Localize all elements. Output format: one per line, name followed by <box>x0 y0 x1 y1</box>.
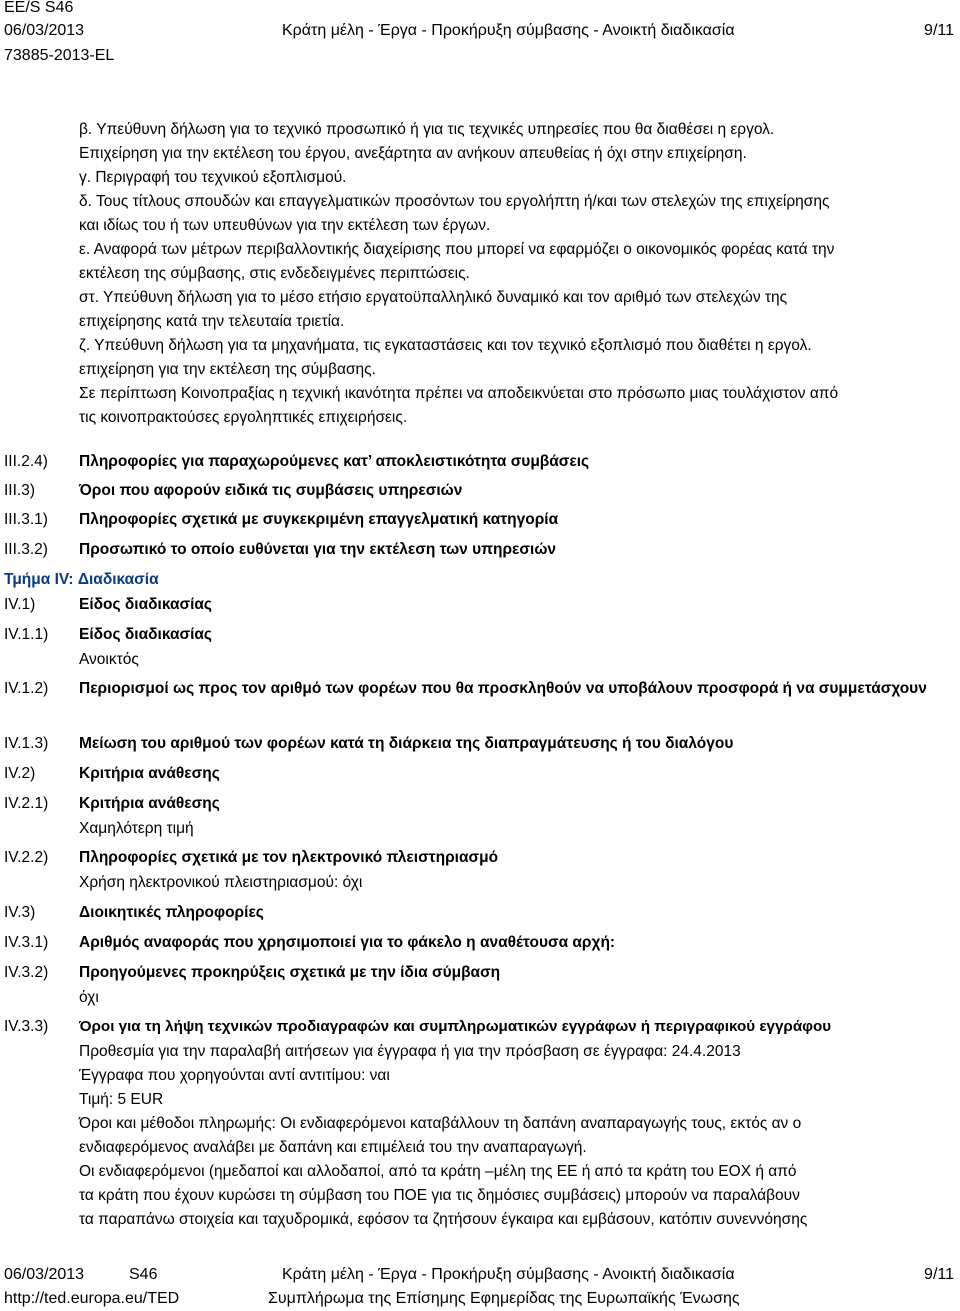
text-line: επιχείρησης κατά την τελευταία τριετία. <box>79 313 345 330</box>
text-line: ε. Αναφορά των μέτρων περιβαλλοντικής διαχείρισης που μπορεί να εφαρμόζει ο οικονομικός φορέας κατά την <box>79 241 835 258</box>
text-line: Όροι και μέθοδοι πληρωμής: Οι ενδιαφερόμενοι καταβάλλουν τη δαπάνη αναπαραγωγής τους, εκτός αν ο <box>79 1115 802 1132</box>
footer-page-number: 9/11 <box>924 1266 954 1283</box>
document-conditions-text <box>79 1040 954 1232</box>
section-title: Κριτήρια ανάθεσης <box>79 795 220 812</box>
text-line: Οι ενδιαφερόμενοι (ημεδαποί και αλλοδαποί, από τα κράτη –μέλη της ΕΕ ή από τα κράτη του ΕΟΧ ή από <box>79 1163 797 1180</box>
section-value: Χρήση ηλεκτρονικού πλειστηριασμού: όχι <box>79 874 363 891</box>
section-number: III.3) <box>4 482 36 499</box>
section-title: Περιορισμοί ως προς τον αριθμό των φορέων που θα προσκληθούν να υποβάλουν προσφορά ή να συμμετάσχουν <box>79 680 927 697</box>
text-line: β. Υπεύθυνη δήλωση για το τεχνικό προσωπικό ή για τις τεχνικές υπηρεσίες που θα διαθέσει η εργολ. <box>79 121 775 138</box>
section-title: Μείωση του αριθμού των φορέων κατά τη διάρκεια της διαπραγμάτευσης ή του διαλόγου <box>79 735 734 752</box>
section-number: IV.3) <box>4 904 36 921</box>
section-number: IV.3.2) <box>4 964 49 981</box>
section-title: Είδος διαδικασίας <box>79 626 212 643</box>
text-line: γ. Περιγραφή του τεχνικού εξοπλισμού. <box>79 169 347 186</box>
text-line: ζ. Υπεύθυνη δήλωση για τα μηχανήματα, τις εγκαταστάσεις και τον τεχνικό εξοπλισμό που διαθέτει η εργολ. <box>79 337 812 354</box>
text-line: ενδιαφερόμενος αναλάβει με δαπάνη και επιμέλειά του την αναπαραγωγή. <box>79 1139 587 1156</box>
section-title: Πληροφορίες σχετικά με συγκεκριμένη επαγγελματική κατηγορία <box>79 511 559 528</box>
footer-title: Κράτη μέλη - Έργα - Προκήρυξη σύμβασης - Ανοικτή διαδικασία <box>282 1266 735 1283</box>
header-title: Κράτη μέλη - Έργα - Προκήρυξη σύμβασης - Ανοικτή διαδικασία <box>282 22 735 39</box>
text-line: Έγγραφα που χορηγούνται αντί αντιτίμου: ναι <box>79 1067 390 1084</box>
text-line: Σε περίπτωση Κοινοπραξίας η τεχνική ικανότητα πρέπει να αποδεικνύεται στο πρόσωπο μιας τουλάχιστον από <box>79 385 839 402</box>
text-line: επιχείρηση για την εκτέλεση της σύμβασης. <box>79 361 376 378</box>
section-number: III.3.2) <box>4 541 48 558</box>
section-title: Πληροφορίες σχετικά με τον ηλεκτρονικό πλειστηριασμό <box>79 849 499 866</box>
section-number: IV.1.2) <box>4 680 49 697</box>
footer-date: 06/03/2013 <box>4 1266 85 1283</box>
section-title: Όροι που αφορούν ειδικά τις συμβάσεις υπηρεσιών <box>79 482 463 499</box>
section-number: IV.2.2) <box>4 849 49 866</box>
section-title: Πληροφορίες για παραχωρούμενες κατ’ αποκλειστικότητα συμβάσεις <box>79 453 590 470</box>
section-number: III.2.4) <box>4 453 48 470</box>
footer-url-link[interactable]: http://ted.europa.eu/TED <box>4 1290 180 1307</box>
oj-reference: EE/S S46 <box>4 0 74 16</box>
section-number: IV.2) <box>4 765 36 782</box>
section-number: IV.3.3) <box>4 1018 49 1035</box>
selection-criteria-text <box>79 118 954 430</box>
section-number: III.3.1) <box>4 511 48 528</box>
section-number: IV.1) <box>4 596 36 613</box>
section-title: Διοικητικές πληροφορίες <box>79 904 264 921</box>
text-line: τα κράτη που έχουν κυρώσει τη σύμβαση του ΠΟΕ για τις δημόσιες συμβάσεις) μπορούν να παραλάβουν <box>79 1187 800 1204</box>
section-title: Είδος διαδικασίας <box>79 596 212 613</box>
text-line: Προθεσμία για την παραλαβή αιτήσεων για έγγραφα ή για την πρόσβαση σε έγγραφα: 24.4.2013 <box>79 1043 741 1060</box>
section-number: IV.3.1) <box>4 934 49 951</box>
text-line: εκτέλεση της σύμβασης, στις ενδεδειγμένες περιπτώσεις. <box>79 265 470 282</box>
section-value: όχι <box>79 989 99 1006</box>
section-value: Χαμηλότερη τιμή <box>79 820 194 837</box>
header-page-number: 9/11 <box>924 22 954 39</box>
section-value: Ανοικτός <box>79 651 139 668</box>
section-title: Προσωπικό το οποίο ευθύνεται για την εκτέλεση των υπηρεσιών <box>79 541 557 558</box>
section-title: Αριθμός αναφοράς που χρησιμοποιεί για το φάκελο η αναθέτουσα αρχή: <box>79 934 616 951</box>
header-date: 06/03/2013 <box>4 22 85 39</box>
section-number: IV.2.1) <box>4 795 49 812</box>
text-line: Τιμή: 5 EUR <box>79 1091 164 1108</box>
text-line: στ. Υπεύθυνη δήλωση για το μέσο ετήσιο εργατοϋπαλληλικό δυναμικό και τον αριθμό των στελεχών της <box>79 289 788 306</box>
document-id: 73885-2013-EL <box>4 47 115 64</box>
text-line: δ. Τους τίτλους σπουδών και επαγγελματικών προσόντων του εργολήπτη ή/και των στελεχών της επιχείρησης <box>79 193 830 210</box>
section-title: Προηγούμενες προκηρύξεις σχετικά με την ίδια σύμβαση <box>79 964 501 981</box>
section-title: Κριτήρια ανάθεσης <box>79 765 220 782</box>
text-line: Επιχείρηση για την εκτέλεση του έργου, ανεξάρτητα αν ανήκουν απευθείας ή όχι στην επιχείρηση. <box>79 145 747 162</box>
section-number: IV.1.3) <box>4 735 49 752</box>
section-number: IV.1.1) <box>4 626 49 643</box>
text-line: τις κοινοπρακτούσες εργοληπτικές επιχειρήσεις. <box>79 409 408 426</box>
section-heading: Τμήμα IV: Διαδικασία <box>4 571 159 588</box>
section-title: Όροι για τη λήψη τεχνικών προδιαγραφών και συμπληρωματικών εγγράφων ή περιγραφικού εγγράφου <box>79 1018 832 1035</box>
footer-subtitle: Συμπλήρωμα της Επίσημης Εφημερίδας της Ευρωπαϊκής Ένωσης <box>268 1290 740 1307</box>
footer-series: S46 <box>129 1266 158 1283</box>
text-line: και ιδίως του ή των υπευθύνων για την εκτέλεση των έργων. <box>79 217 491 234</box>
text-line: τα παραπάνω στοιχεία και ταχυδρομικά, εφόσον τα ζητήσουν έγκαιρα και εμβάσουν, κατόπιν συνεννόησης <box>79 1211 808 1228</box>
